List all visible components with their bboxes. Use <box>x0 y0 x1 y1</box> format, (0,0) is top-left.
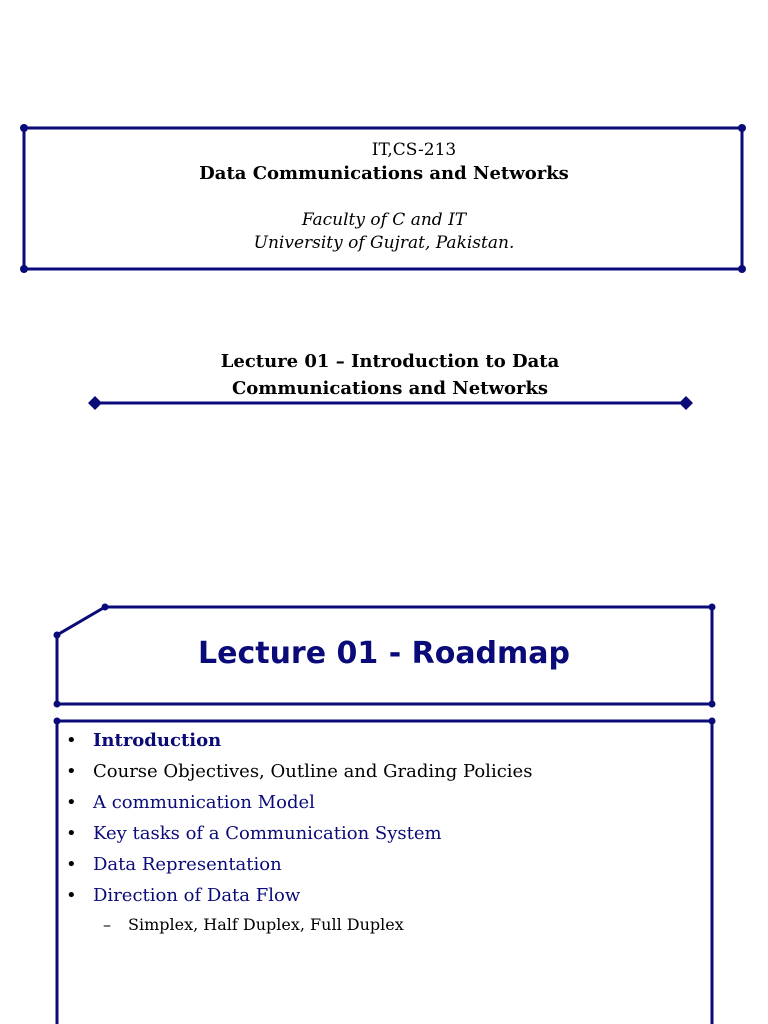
bullet-item-introduction <box>60 727 710 758</box>
lecture-title-line1: Lecture 01 – Introduction to Data <box>220 351 560 372</box>
bullet-label: A communication Model <box>93 792 315 813</box>
bullet-label: Key tasks of a Communication System <box>93 823 442 844</box>
course-title: Data Communications and Networks <box>199 163 569 184</box>
bullet-item-course-objectives <box>60 758 710 789</box>
dash-icon: – <box>103 915 111 934</box>
bullet-item-direction-of-data-flow <box>60 882 710 913</box>
bullet-item-key-tasks <box>60 820 710 851</box>
lecture-title <box>0 348 768 402</box>
sub-bullet-label: Simplex, Half Duplex, Full Duplex <box>128 915 404 934</box>
university-name: University of Gujrat, Pakistan. <box>253 233 515 253</box>
bullet-icon: • <box>66 792 77 813</box>
bullet-icon: • <box>66 730 77 751</box>
bullet-label: Data Representation <box>93 854 282 875</box>
sub-bullet-duplex-modes <box>103 911 404 939</box>
bullet-label: Course Objectives, Outline and Grading Policies <box>93 761 533 782</box>
roadmap-title: Lecture 01 - Roadmap <box>197 636 571 671</box>
bullet-icon: • <box>66 854 77 875</box>
course-code: IT,CS-213 <box>371 140 457 160</box>
bullet-icon: • <box>66 885 77 906</box>
bullet-icon: • <box>66 823 77 844</box>
bullet-item-communication-model <box>60 789 710 820</box>
bullet-label: Direction of Data Flow <box>93 885 301 906</box>
lecture-title-line2: Communications and Networks <box>231 378 549 399</box>
faculty-name: Faculty of C and IT <box>301 210 467 230</box>
bullet-icon: • <box>66 761 77 782</box>
roadmap-bullet-list <box>60 727 710 913</box>
bullet-label: Introduction <box>93 730 222 751</box>
bullet-item-data-representation <box>60 851 710 882</box>
